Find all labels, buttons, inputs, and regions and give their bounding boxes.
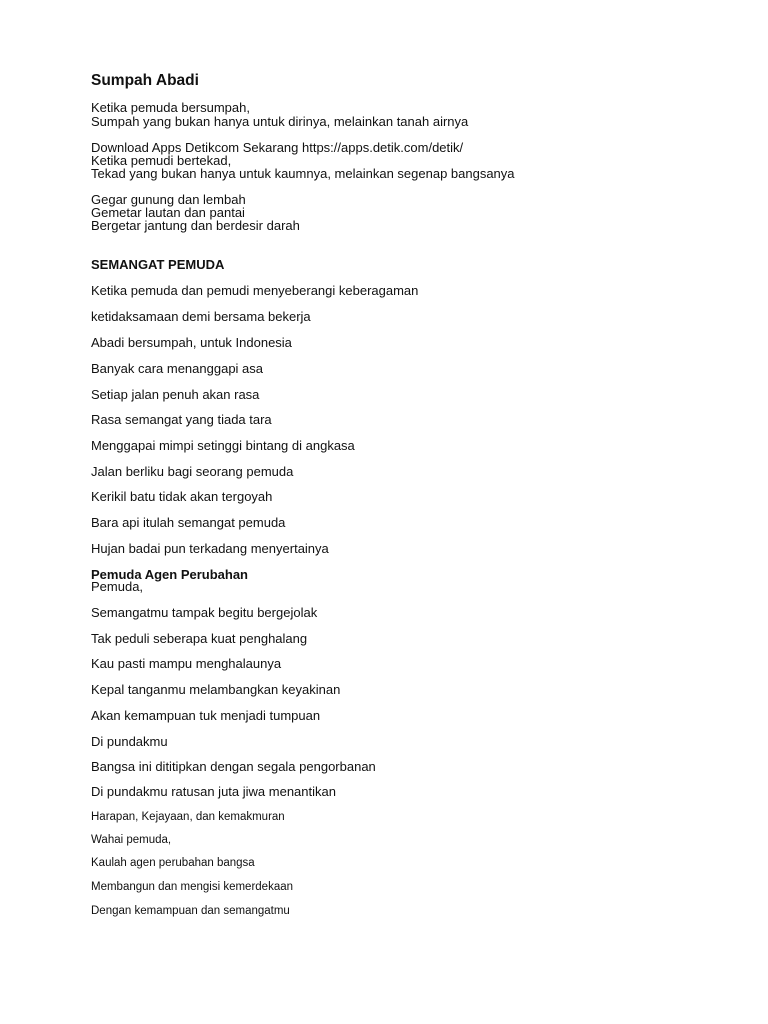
poem-line: Kaulah agen perubahan bangsa — [91, 857, 255, 869]
poem-line: Rasa semangat yang tiada tara — [91, 412, 272, 427]
stanza2-line-3: Tekad yang bukan hanya untuk kaumnya, melainkan segenap bangsanya — [91, 166, 515, 181]
poem-line: Membangun dan mengisi kemerdekaan — [91, 881, 294, 893]
stanza3-line-3: Bergetar jantung dan berdesir darah — [91, 218, 300, 233]
poem-line: Wahai pemuda, — [91, 834, 172, 846]
poem-line: Banyak cara menanggapi asa — [91, 361, 264, 376]
poem-line: Bara api itulah semangat pemuda — [91, 515, 286, 530]
stanza2-line-2: Ketika pemudi bertekad, — [91, 153, 232, 168]
poem-line: Kerikil batu tidak akan tergoyah — [91, 489, 273, 504]
poem-line: Harapan, Kejayaan, dan kemakmuran — [91, 811, 285, 823]
poem-line: Abadi bersumpah, untuk Indonesia — [91, 335, 292, 350]
poem-line: Kau pasti mampu menghalaunya — [91, 656, 282, 671]
poem-line: Setiap jalan penuh akan rasa — [91, 387, 260, 402]
poem-line: Semangatmu tampak begitu bergejolak — [91, 605, 318, 620]
poem-line: Hujan badai pun terkadang menyertainya — [91, 541, 329, 556]
poem-line: Menggapai mimpi setinggi bintang di angkasa — [91, 438, 355, 453]
poem-line: Dengan kemampuan dan semangatmu — [91, 905, 290, 917]
stanza1-line-2: Sumpah yang bukan hanya untuk dirinya, melainkan tanah airnya — [91, 114, 469, 129]
stanza2-line-1: Download Apps Detikcom Sekarang https://apps.detik.com/detik/ — [91, 140, 464, 155]
poem-line: Di pundakmu — [91, 734, 168, 749]
poem-line: Di pundakmu ratusan juta jiwa menantikan — [91, 784, 336, 799]
poem-line: Akan kemampuan tuk menjadi tumpuan — [91, 708, 321, 723]
poem-line: Jalan berliku bagi seorang pemuda — [91, 464, 294, 479]
page-title: Sumpah Abadi — [91, 72, 199, 89]
stanza3-line-2: Gemetar lautan dan pantai — [91, 205, 245, 220]
stanza1-line-1: Ketika pemuda bersumpah, — [91, 100, 250, 115]
stanza3-line-1: Gegar gunung dan lembah — [91, 192, 246, 207]
section-heading-semangat: SEMANGAT PEMUDA — [91, 257, 225, 272]
poem-line: Tak peduli seberapa kuat penghalang — [91, 631, 308, 646]
poem-line: Bangsa ini dititipkan dengan segala pengorbanan — [91, 759, 376, 774]
section-heading-agen: Pemuda Agen Perubahan — [91, 567, 248, 582]
poem-line: Pemuda, — [91, 579, 144, 594]
poem-line: ketidaksamaan demi bersama bekerja — [91, 309, 311, 324]
poem-line: Kepal tanganmu melambangkan keyakinan — [91, 682, 341, 697]
poem-line: Ketika pemuda dan pemudi menyeberangi keberagaman — [91, 283, 419, 298]
